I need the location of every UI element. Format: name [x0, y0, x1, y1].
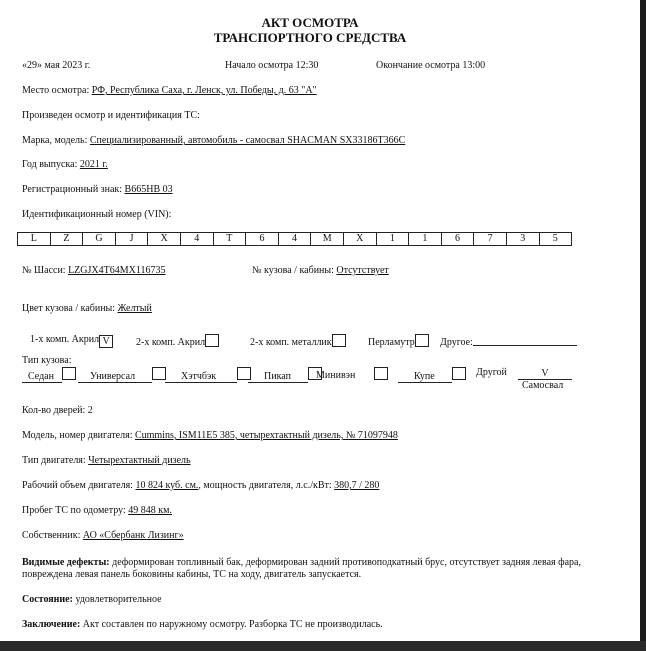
vin-cell: 4 — [180, 232, 214, 246]
state-label: Состояние: — [22, 594, 73, 605]
defects-paragraph — [22, 557, 582, 581]
engine-line — [22, 430, 398, 442]
doc-title-line2: ТРАНСПОРТНОГО СРЕДСТВА — [213, 30, 407, 45]
power-label: , мощность двигателя, л.с./кВт: — [198, 480, 332, 491]
paint-option-4-checkbox[interactable] — [415, 334, 429, 347]
owner-label: Собственник: — [22, 530, 81, 541]
doors-line: Кол-во дверей: 2 — [22, 405, 93, 416]
paint-option-1-label: 1-х комп. Акрил — [30, 334, 100, 345]
body-type-coupe — [398, 367, 466, 383]
paint-option-3-checkbox[interactable] — [332, 334, 346, 347]
body-type-minivan — [316, 367, 388, 382]
paint-option-4 — [368, 334, 429, 349]
inspection-date: «29» мая 2023 г. — [22, 60, 91, 71]
window-edge-bottom — [0, 641, 646, 651]
body-type-other-field[interactable] — [518, 367, 572, 380]
make-line — [22, 135, 405, 147]
place-label: Место осмотра: — [22, 85, 90, 96]
body-type-pickup — [248, 367, 322, 383]
body-number-label: № кузова / кабины: — [252, 265, 334, 276]
year-value: 2021 г. — [79, 159, 108, 170]
paint-option-2 — [136, 334, 219, 349]
chassis-label: № Шасси: — [22, 265, 66, 276]
mileage-line — [22, 505, 172, 517]
owner-line — [22, 530, 184, 542]
engine-value: Cummins, ISM11E5 385, четырехтактный дизель, № 71097948 — [134, 430, 398, 441]
volume-line — [22, 480, 379, 492]
vin-cell: 1 — [408, 232, 442, 246]
paint-option-1 — [30, 334, 113, 348]
body-type-pickup-label: Пикап — [248, 371, 308, 383]
year-line — [22, 159, 108, 171]
vin-cell: L — [17, 232, 51, 246]
vin-cell: Z — [50, 232, 84, 246]
state-value: удовлетворительное — [75, 594, 162, 605]
paint-option-other-label: Другое: — [440, 337, 473, 348]
body-type-universal-checkbox[interactable] — [152, 367, 166, 380]
engine-type-label: Тип двигателя: — [22, 455, 86, 466]
reg-label: Регистрационный знак: — [22, 184, 123, 195]
inspection-line: Произведен осмотр и идентификация ТС: — [22, 110, 200, 121]
conclusion-value: Акт составлен по наружному осмотру. Разборка ТС не производилась. — [82, 619, 383, 630]
body-type-coupe-checkbox[interactable] — [452, 367, 466, 380]
reg-line — [22, 184, 173, 196]
vin-cell: T — [213, 232, 247, 246]
engine-type-line — [22, 455, 191, 467]
color-value: Желтый — [117, 303, 152, 314]
engine-label: Модель, номер двигателя: — [22, 430, 133, 441]
vin-grid — [17, 232, 571, 246]
vin-cell: 7 — [473, 232, 507, 246]
vin-cell: J — [115, 232, 149, 246]
paint-option-2-label: 2-х комп. Акрил — [136, 337, 206, 348]
make-label: Марка, модель: — [22, 135, 88, 146]
owner-value: АО «Сбербанк Лизинг» — [82, 530, 184, 541]
vin-cell: 1 — [376, 232, 410, 246]
color-line — [22, 303, 152, 315]
paint-option-3-label: 2-х комп. металлик — [250, 337, 332, 348]
window-edge-right — [640, 0, 646, 651]
place-line — [22, 85, 317, 97]
place-value: РФ, Республика Саха, г. Ленск, ул. Победы, д. 63 "А" — [91, 85, 317, 96]
defects-label: Видимые дефекты: — [22, 557, 110, 568]
body-number-line — [252, 265, 389, 277]
body-type-universal — [78, 367, 166, 383]
paint-option-3 — [250, 334, 346, 349]
body-type-coupe-label: Купе — [398, 371, 452, 383]
paint-option-1-checkbox[interactable]: V — [99, 335, 113, 348]
body-type-hatchback-label: Хэтчбэк — [165, 371, 237, 383]
body-type-other-value: Самосвал — [522, 380, 564, 391]
mileage-value: 49 848 км. — [128, 505, 172, 516]
vin-cell: X — [343, 232, 377, 246]
chassis-value: LZGJX4T64MX116735 — [68, 265, 166, 276]
vin-cell: 4 — [278, 232, 312, 246]
mileage-label: Пробег ТС по одометру: — [22, 505, 126, 516]
vin-cell: M — [310, 232, 344, 246]
body-type-universal-label: Универсал — [78, 371, 152, 383]
chassis-line — [22, 265, 165, 277]
body-type-label: Тип кузова: — [22, 355, 72, 366]
defects-text: деформирован топливный бак, деформирован задний противоподкатный брус, отсутствует задняя левая фара, повреждена левая панель боковины кабины, ТС на ходу, двигатель запускается. — [22, 557, 581, 580]
body-type-hatchback — [165, 367, 251, 383]
body-number-value: Отсутствует — [336, 265, 389, 276]
color-label: Цвет кузова / кабины: — [22, 303, 116, 314]
volume-label: Рабочий объем двигателя: — [22, 480, 133, 491]
body-type-minivan-label: Минивэн — [316, 370, 356, 381]
body-type-sedan-checkbox[interactable] — [62, 367, 76, 380]
paint-option-other — [440, 334, 577, 349]
reg-value: В665НВ 03 — [124, 184, 173, 195]
body-type-minivan-checkbox[interactable] — [374, 367, 388, 380]
doc-title-line1: АКТ ОСМОТРА — [261, 15, 359, 30]
body-type-sedan-label: Седан — [22, 371, 62, 383]
conclusion-line — [22, 619, 383, 631]
volume-value: 10 824 куб. см. — [135, 480, 199, 491]
vin-cell: G — [82, 232, 116, 246]
vin-cell: 6 — [441, 232, 475, 246]
vin-cell: 6 — [245, 232, 279, 246]
body-type-sedan — [22, 367, 76, 383]
state-line — [22, 594, 162, 606]
vin-cell: 3 — [506, 232, 540, 246]
make-value: Специализированный, автомобиль - самосвал SHACMAN SX33186T366C — [89, 135, 406, 146]
paint-option-4-label: Перламутр — [368, 337, 415, 348]
vin-cell: X — [147, 232, 181, 246]
inspection-start: Начало осмотра 12:30 — [225, 60, 319, 71]
inspection-end: Окончание осмотра 13:00 — [376, 60, 486, 71]
vin-label: Идентификационный номер (VIN): — [22, 209, 172, 220]
paint-other-field[interactable] — [473, 334, 577, 346]
engine-type-value: Четырехтактный дизель — [88, 455, 191, 466]
body-type-other-mark: V — [518, 368, 572, 380]
year-label: Год выпуска: — [22, 159, 78, 170]
vin-cell: 5 — [539, 232, 573, 246]
conclusion-label: Заключение: — [22, 619, 81, 630]
power-value: 380,7 / 280 — [334, 480, 380, 491]
body-type-other-label: Другой — [476, 367, 507, 378]
paint-option-2-checkbox[interactable] — [205, 334, 219, 347]
